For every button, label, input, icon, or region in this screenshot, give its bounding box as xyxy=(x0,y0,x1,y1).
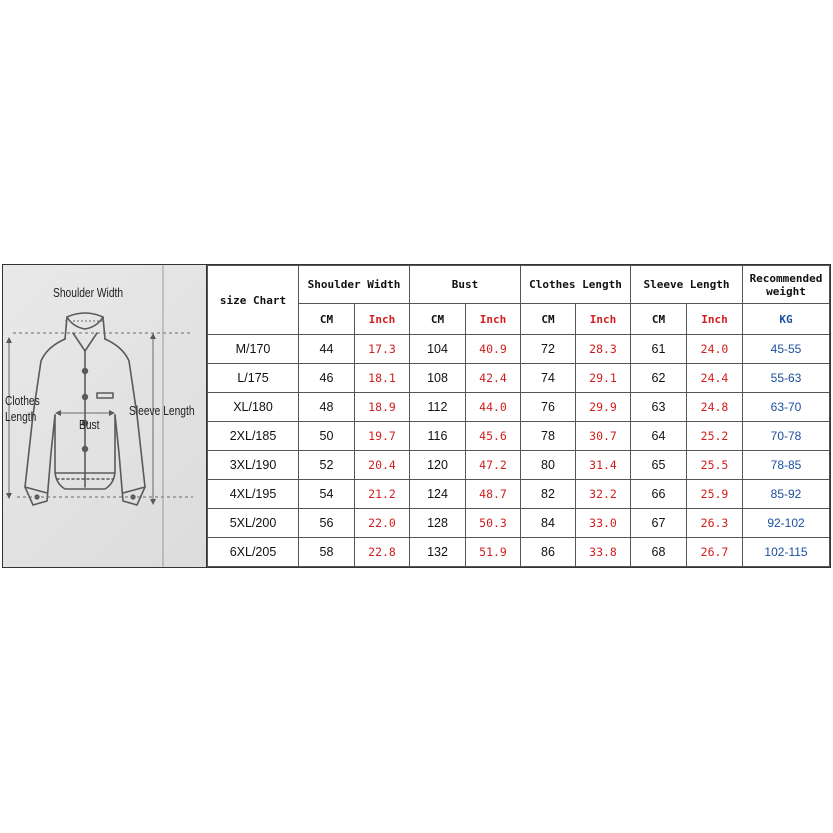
cell-kg: 63-70 xyxy=(743,393,830,422)
cell-sleeve-cm: 68 xyxy=(631,538,687,567)
unit-cm: CM xyxy=(410,304,466,335)
sleeve-length-label: Sleeve Length xyxy=(129,404,195,418)
cell-shoulder-in: 17.3 xyxy=(355,335,410,364)
cell-sleeve-in: 25.2 xyxy=(687,422,743,451)
cell-sleeve-in: 26.7 xyxy=(687,538,743,567)
cell-length-in: 29.1 xyxy=(576,364,631,393)
table-row xyxy=(208,393,830,422)
cell-length-cm: 82 xyxy=(521,480,576,509)
cell-sleeve-in: 24.0 xyxy=(687,335,743,364)
cell-length-cm: 72 xyxy=(521,335,576,364)
clothes-length-header: Clothes Length xyxy=(521,266,631,304)
cell-kg: 102-115 xyxy=(743,538,830,567)
cell-bust-in: 45.6 xyxy=(466,422,521,451)
cell-size: L/175 xyxy=(208,364,299,393)
table-row xyxy=(208,480,830,509)
cell-sleeve-cm: 64 xyxy=(631,422,687,451)
unit-inch: Inch xyxy=(687,304,743,335)
table-row xyxy=(208,364,830,393)
cell-sleeve-in: 25.5 xyxy=(687,451,743,480)
size-chart-header: size Chart xyxy=(208,266,299,335)
measurement-diagram xyxy=(3,265,207,567)
cell-kg: 70-78 xyxy=(743,422,830,451)
cell-length-in: 30.7 xyxy=(576,422,631,451)
cell-shoulder-in: 18.1 xyxy=(355,364,410,393)
cell-bust-in: 51.9 xyxy=(466,538,521,567)
cell-length-in: 29.9 xyxy=(576,393,631,422)
cell-length-in: 32.2 xyxy=(576,480,631,509)
cell-length-in: 33.0 xyxy=(576,509,631,538)
cell-length-cm: 74 xyxy=(521,364,576,393)
recommended-weight-header xyxy=(743,266,830,304)
cell-length-cm: 80 xyxy=(521,451,576,480)
cell-shoulder-cm: 46 xyxy=(299,364,355,393)
cell-bust-in: 50.3 xyxy=(466,509,521,538)
cell-sleeve-cm: 61 xyxy=(631,335,687,364)
shoulder-width-label: Shoulder Width xyxy=(53,286,124,300)
cell-shoulder-in: 22.0 xyxy=(355,509,410,538)
cell-kg: 92-102 xyxy=(743,509,830,538)
cell-shoulder-cm: 52 xyxy=(299,451,355,480)
cell-shoulder-cm: 54 xyxy=(299,480,355,509)
bust-header: Bust xyxy=(410,266,521,304)
size-table xyxy=(207,265,830,567)
cell-shoulder-in: 20.4 xyxy=(355,451,410,480)
unit-cm: CM xyxy=(631,304,687,335)
cell-bust-in: 40.9 xyxy=(466,335,521,364)
cell-kg: 78-85 xyxy=(743,451,830,480)
cell-size: 5XL/200 xyxy=(208,509,299,538)
cell-bust-in: 48.7 xyxy=(466,480,521,509)
cell-kg: 85-92 xyxy=(743,480,830,509)
cell-shoulder-cm: 44 xyxy=(299,335,355,364)
cell-shoulder-in: 19.7 xyxy=(355,422,410,451)
cell-sleeve-cm: 67 xyxy=(631,509,687,538)
cell-length-cm: 78 xyxy=(521,422,576,451)
cell-sleeve-in: 26.3 xyxy=(687,509,743,538)
cell-bust-cm: 132 xyxy=(410,538,466,567)
cell-kg: 55-63 xyxy=(743,364,830,393)
cell-size: XL/180 xyxy=(208,393,299,422)
cell-sleeve-cm: 66 xyxy=(631,480,687,509)
table-row xyxy=(208,422,830,451)
cell-bust-cm: 104 xyxy=(410,335,466,364)
sleeve-length-header: Sleeve Length xyxy=(631,266,743,304)
cell-bust-cm: 116 xyxy=(410,422,466,451)
cell-sleeve-cm: 65 xyxy=(631,451,687,480)
cell-bust-in: 44.0 xyxy=(466,393,521,422)
cell-bust-cm: 108 xyxy=(410,364,466,393)
table-row xyxy=(208,451,830,480)
cell-length-in: 33.8 xyxy=(576,538,631,567)
cell-length-cm: 84 xyxy=(521,509,576,538)
table-row xyxy=(208,335,830,364)
cell-sleeve-cm: 63 xyxy=(631,393,687,422)
cell-sleeve-in: 24.4 xyxy=(687,364,743,393)
cell-bust-cm: 120 xyxy=(410,451,466,480)
cell-length-in: 31.4 xyxy=(576,451,631,480)
cell-size: 4XL/195 xyxy=(208,480,299,509)
cell-bust-in: 47.2 xyxy=(466,451,521,480)
unit-cm: CM xyxy=(299,304,355,335)
table-row xyxy=(208,509,830,538)
bust-label: Bust xyxy=(79,418,100,432)
clothes-length-label-2: Length xyxy=(5,410,37,424)
cell-shoulder-cm: 56 xyxy=(299,509,355,538)
cell-shoulder-cm: 48 xyxy=(299,393,355,422)
cell-size: 2XL/185 xyxy=(208,422,299,451)
table-row xyxy=(208,538,830,567)
cell-kg: 45-55 xyxy=(743,335,830,364)
cell-shoulder-in: 22.8 xyxy=(355,538,410,567)
unit-cm: CM xyxy=(521,304,576,335)
recommended-weight-line2: weight xyxy=(766,284,806,298)
recommended-weight-line1: Recommended xyxy=(749,271,823,285)
shoulder-width-header: Shoulder Width xyxy=(299,266,410,304)
cell-shoulder-in: 18.9 xyxy=(355,393,410,422)
clothes-length-label: Clothes xyxy=(5,394,40,408)
unit-inch: Inch xyxy=(466,304,521,335)
cell-length-cm: 86 xyxy=(521,538,576,567)
cell-shoulder-cm: 50 xyxy=(299,422,355,451)
cell-shoulder-cm: 58 xyxy=(299,538,355,567)
cell-shoulder-in: 21.2 xyxy=(355,480,410,509)
cell-bust-in: 42.4 xyxy=(466,364,521,393)
unit-kg: KG xyxy=(743,304,830,335)
unit-inch: Inch xyxy=(576,304,631,335)
cell-length-in: 28.3 xyxy=(576,335,631,364)
cell-bust-cm: 124 xyxy=(410,480,466,509)
cell-bust-cm: 112 xyxy=(410,393,466,422)
cell-length-cm: 76 xyxy=(521,393,576,422)
cell-sleeve-cm: 62 xyxy=(631,364,687,393)
cell-bust-cm: 128 xyxy=(410,509,466,538)
cell-sleeve-in: 25.9 xyxy=(687,480,743,509)
unit-inch: Inch xyxy=(355,304,410,335)
cell-size: 6XL/205 xyxy=(208,538,299,567)
cell-size: M/170 xyxy=(208,335,299,364)
cell-sleeve-in: 24.8 xyxy=(687,393,743,422)
cell-size: 3XL/190 xyxy=(208,451,299,480)
size-chart xyxy=(2,264,831,568)
